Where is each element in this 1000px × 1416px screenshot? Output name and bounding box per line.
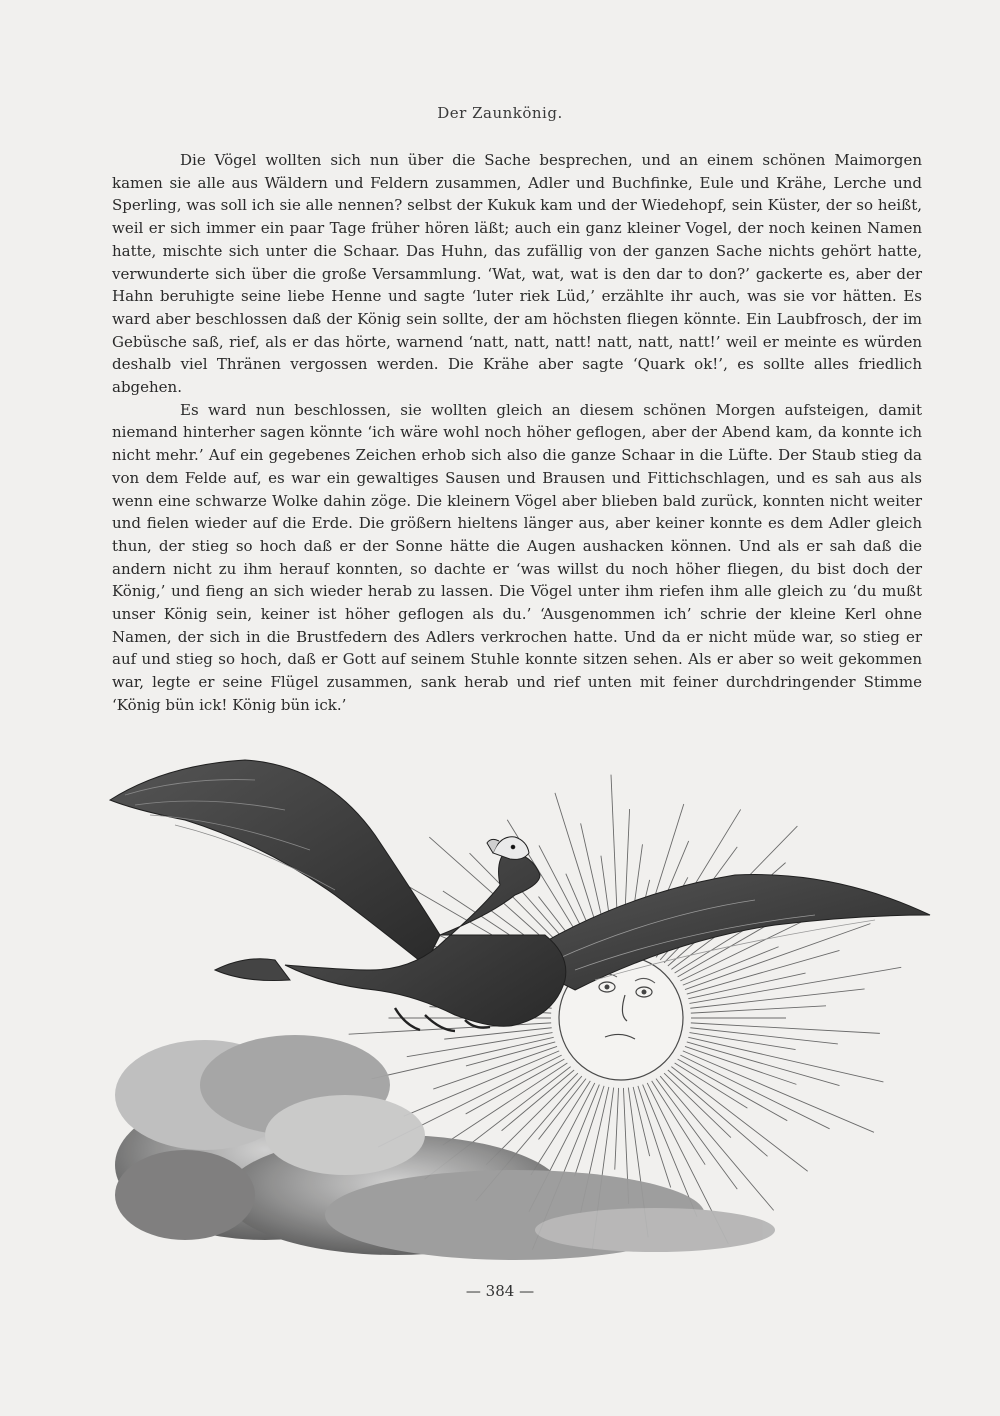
- paragraph-1: Die Vögel wollten sich nun über die Sache besprechen, und an einem schönen Maimorgen kamen sie alle aus Wäldern und Feldern zusammen, Adler und Buchfinke, Eule und Krähe, Lerche und Sperling, was soll ich sie alle nennen? selbst der Kukuk kam und der Wiedehopf, sein Küster, der so heißt, weil er sich immer ein paar Tage früher hören läßt; auch ein ganz kleiner Vogel, der noch keinen Namen hatte, mischte sich unter die Schaar. Das Huhn, das zufällig von der ganzen Sache nichts gehört hatte, verwunderte sich über die große Versammlung. ‘Wat, wat, wat is den dar to don?’ gackerte es, aber der Hahn beruhigte seine liebe Henne und sagte ‘luter riek Lüd,’ erzählte ihr auch, was sie vor hätten. Es ward aber beschlossen daß der König sein sollte, der am höchsten fliegen könnte. Ein Laubfrosch, der im Gebüsche saß, rief, als er das hörte, warnend ‘natt, natt, natt! natt, natt, natt!’ weil er meinte es würden deshalb viel Thränen vergossen werden. Die Krähe aber sagte ‘Quark ok!’, es sollte alles friedlich abgehen.: [112, 151, 922, 397]
- sun-ray: [680, 1055, 829, 1129]
- sun-ray: [444, 1028, 551, 1039]
- sun-ray: [668, 1070, 768, 1156]
- paragraph-2: Es ward nun beschlossen, sie wollten gleich an diesem schönen Morgen aufsteigen, damit niemand hinterher sagen könnte ‘ich wäre wohl noch höher geflogen, aber der Abend kam, da konnte ich nicht mehr.’ Auf ein gegebenes Zeichen erhob sich also die ganze Schaar in die Lüfte. Der Staub stieg da von dem Felde auf, es war ein gewaltiges Sausen und Brausen und Fittichschlagen, und es sah aus als wenn eine schwarze Wolke dahin zöge. Die kleinern Vögel aber blieben bald zurück, konnten nicht weiter und fielen wieder auf die Erde. Die größern hieltens länger aus, aber keiner konnte es dem Adler gleich thun, der stieg so hoch daß er der Sonne hätte die Augen aushacken können. Und als er sah daß die andern nicht zu ihm herauf konnten, so dachte er ‘was willst du noch höher fliegen, du bist doch der König,’ und fieng an sich wieder herab zu lassen. Die Vögel unter ihm riefen ihm alle gleich zu ‘du mußt unser König sein, keiner ist höher geflogen als du.’ ‘Ausgenommen ich’ schrie der kleine Kerl ohne Namen, der sich in die Brustfedern des Adlers verkrochen hatte. Und da er nicht müde war, so stieg er auf und stieg so hoch, daß er Gott auf seinem Stuhle konnte sitzen sehen. Als er aber so weit gekommen war, legte er seine Flügel zusammen, sank herab und rief unten mit feiner durchdringender Stimme ‘König bün ick! König bün ick.’: [112, 400, 922, 714]
- eagle: [110, 760, 930, 1031]
- page-number: — 384 —: [465, 1282, 535, 1300]
- running-title: Der Zaunkönig.: [437, 104, 563, 122]
- sun-ray: [615, 1088, 619, 1170]
- cloud-bank: [115, 1035, 775, 1260]
- sun-ray: [687, 1042, 840, 1086]
- sun-ray: [671, 1067, 807, 1172]
- sun-ray: [691, 1006, 826, 1013]
- sun-ray: [688, 1037, 883, 1082]
- sun-ray: [539, 1079, 587, 1140]
- sun-ray: [689, 967, 901, 1003]
- sun-ray: [466, 1059, 565, 1114]
- body-text: [112, 149, 922, 717]
- sun-ray: [433, 1046, 557, 1089]
- sun-ray: [443, 1063, 567, 1145]
- sun-ray: [683, 1051, 874, 1132]
- sun-ray: [687, 950, 840, 994]
- sun-ray: [407, 1033, 553, 1057]
- sun-ray: [691, 1023, 880, 1034]
- sun-ray: [349, 1023, 552, 1034]
- eagle-sun-illustration: [95, 725, 945, 1270]
- sun-ray: [502, 1070, 575, 1131]
- sun-ray: [638, 1086, 671, 1188]
- sun-ray: [664, 1073, 731, 1137]
- sun-ray: [678, 1059, 788, 1121]
